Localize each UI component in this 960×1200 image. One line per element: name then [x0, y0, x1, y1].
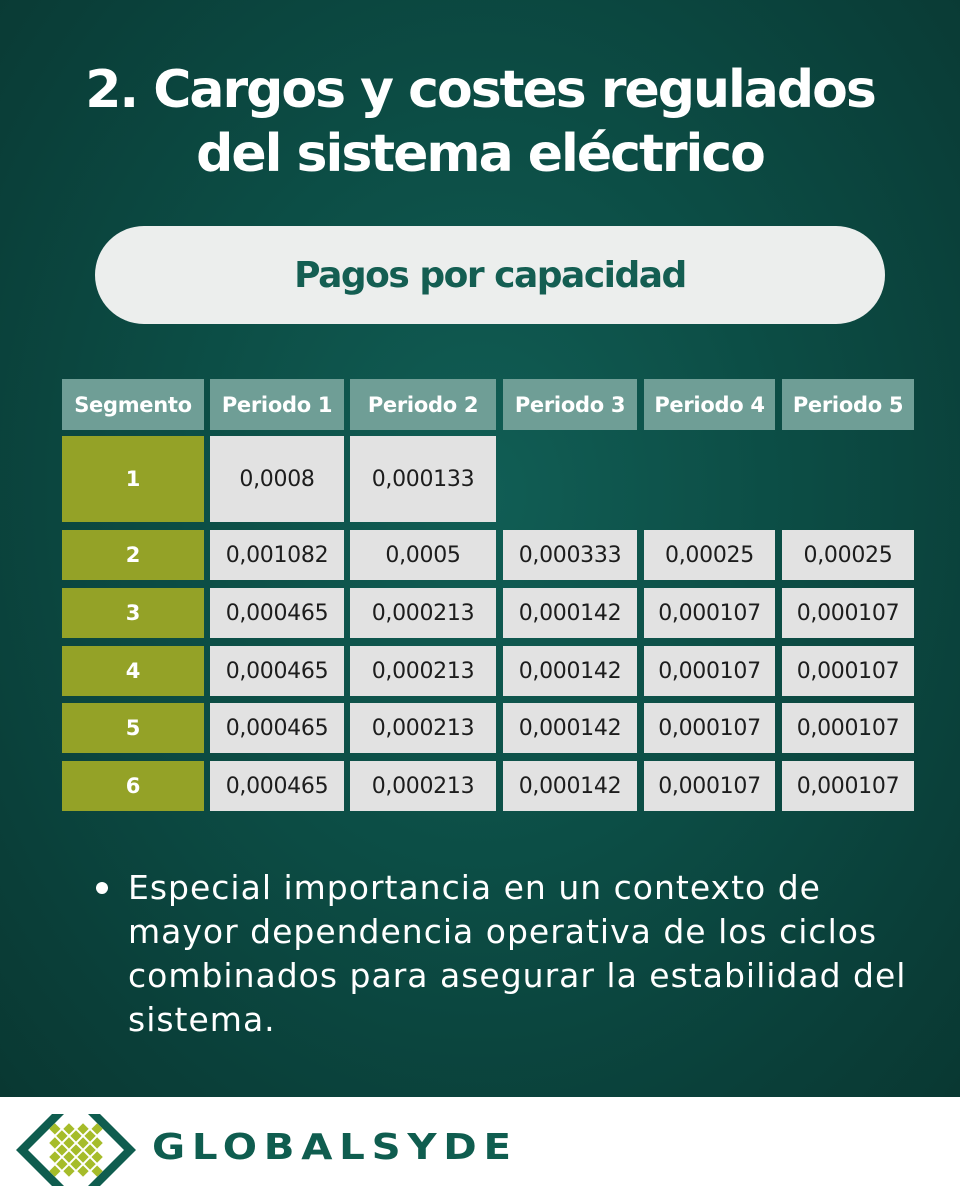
table-value-cell: 0,000107 — [644, 703, 775, 753]
logo-tile — [77, 1151, 88, 1162]
logo-tile — [56, 1144, 67, 1155]
table-value-cell: 0,0005 — [350, 530, 496, 580]
table-value-cell: 0,000465 — [210, 761, 344, 811]
subtitle-text: Pagos por capacidad — [294, 254, 686, 296]
table-value-cell: 0,000465 — [210, 646, 344, 696]
table-header-cell: Periodo 1 — [210, 379, 344, 430]
table-value-cell: 0,000107 — [644, 761, 775, 811]
logo-tile — [84, 1144, 95, 1155]
table-value-cell: 0,000465 — [210, 588, 344, 638]
table-value-cell: 0,00025 — [782, 530, 914, 580]
subtitle-pill — [95, 226, 885, 324]
logo-tile — [56, 1158, 67, 1169]
segment-cell: 5 — [62, 703, 204, 753]
table-value-cell: 0,000213 — [350, 646, 496, 696]
logo-tile — [70, 1158, 81, 1169]
globalsyde-diamond-logo-icon — [14, 1112, 138, 1188]
table-value-cell: 0,000213 — [350, 761, 496, 811]
table-header-cell: Periodo 2 — [350, 379, 496, 430]
logo-tile — [63, 1137, 74, 1148]
segment-cell: 2 — [62, 530, 204, 580]
table-value-cell: 0,000142 — [503, 646, 637, 696]
table-value-cell: 0,000465 — [210, 703, 344, 753]
table-value-cell: 0,001082 — [210, 530, 344, 580]
logo-tile — [49, 1137, 60, 1148]
footer — [0, 1097, 960, 1200]
logo-tile — [77, 1165, 88, 1176]
segment-cell: 6 — [62, 761, 204, 811]
table-value-cell: 0,000107 — [644, 646, 775, 696]
logo-tile — [56, 1130, 67, 1141]
page-title — [0, 58, 960, 186]
segment-cell: 4 — [62, 646, 204, 696]
table-value-cell: 0,000213 — [350, 703, 496, 753]
bullet-icon — [96, 882, 108, 894]
table-value-cell: 0,000333 — [503, 530, 637, 580]
segment-cell: 1 — [62, 436, 204, 522]
logo-tile — [70, 1130, 81, 1141]
table-header-cell: Segmento — [62, 379, 204, 430]
page-title-line-1: 2. Cargos y costes regulados — [85, 60, 875, 120]
segment-cell: 3 — [62, 588, 204, 638]
logo-tile — [77, 1137, 88, 1148]
table-header-cell: Periodo 5 — [782, 379, 914, 430]
logo-tile — [91, 1151, 102, 1162]
logo-tile — [84, 1158, 95, 1169]
table-value-cell: 0,000213 — [350, 588, 496, 638]
table-value-cell: 0,000107 — [782, 588, 914, 638]
logo-tile — [70, 1144, 81, 1155]
note-text: Especial importancia en un contexto de mayor dependencia operativa de los ciclos combinados para asegurar la estabilidad del sistema. — [128, 868, 907, 1039]
table-value-cell: 0,000107 — [644, 588, 775, 638]
page-title-line-2: del sistema eléctrico — [196, 124, 764, 184]
table-value-cell: 0,000142 — [503, 703, 637, 753]
table-value-cell: 0,000107 — [782, 646, 914, 696]
table-value-cell: 0,0008 — [210, 436, 344, 522]
logo-tile — [91, 1137, 102, 1148]
table-value-cell: 0,000142 — [503, 588, 637, 638]
brand-name: GLOBALSYDE — [152, 1127, 518, 1168]
table-value-cell: 0,00025 — [644, 530, 775, 580]
logo-tile — [63, 1165, 74, 1176]
logo-tile — [77, 1123, 88, 1134]
table-header-cell: Periodo 3 — [503, 379, 637, 430]
logo-tile — [63, 1151, 74, 1162]
table-value-cell: 0,000142 — [503, 761, 637, 811]
table-value-cell: 0,000107 — [782, 703, 914, 753]
table-value-cell: 0,000107 — [782, 761, 914, 811]
logo-tile — [49, 1151, 60, 1162]
table-header-cell: Periodo 4 — [644, 379, 775, 430]
logo-tile — [84, 1130, 95, 1141]
table-value-cell: 0,000133 — [350, 436, 496, 522]
logo-tile — [63, 1123, 74, 1134]
